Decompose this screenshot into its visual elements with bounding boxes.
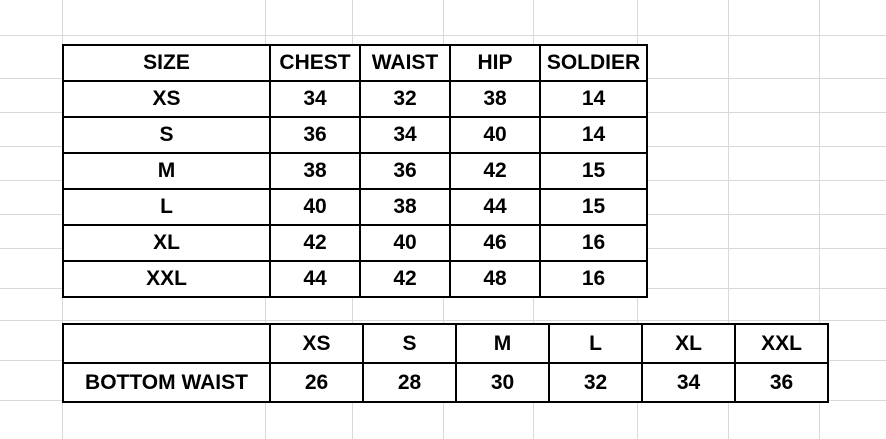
header-size-l: L [549,324,642,363]
cell-chest: 36 [270,117,360,153]
cell-hip: 42 [450,153,540,189]
bottom-waist-chart [62,323,829,403]
cell-soldier: 16 [540,225,647,261]
cell-hip: 44 [450,189,540,225]
header-waist: WAIST [360,45,450,81]
table-row [63,153,647,189]
cell-waist: 40 [360,225,450,261]
cell-soldier: 15 [540,189,647,225]
cell-size: L [63,189,270,225]
cell-soldier: 16 [540,261,647,297]
cell-size: M [63,153,270,189]
header-size-xxl: XXL [735,324,828,363]
header-size: SIZE [63,45,270,81]
cell-waist: 38 [360,189,450,225]
size-chart-table [62,44,648,298]
cell-bottom-waist-xxl: 36 [735,363,828,402]
header-blank [63,324,270,363]
row-label-bottom-waist: BOTTOM WAIST [63,363,270,402]
header-size-xs: XS [270,324,363,363]
bottom-waist-table [62,323,829,403]
cell-soldier: 14 [540,81,647,117]
cell-hip: 40 [450,117,540,153]
header-chest: CHEST [270,45,360,81]
table-row [63,189,647,225]
table-row [63,117,647,153]
cell-hip: 46 [450,225,540,261]
header-size-s: S [363,324,456,363]
size-chart [62,44,648,298]
header-size-m: M [456,324,549,363]
cell-chest: 34 [270,81,360,117]
cell-bottom-waist-m: 30 [456,363,549,402]
cell-soldier: 14 [540,117,647,153]
cell-chest: 44 [270,261,360,297]
table-row [63,363,828,402]
table-row [63,225,647,261]
table-header-row [63,45,647,81]
cell-size: XXL [63,261,270,297]
cell-chest: 40 [270,189,360,225]
cell-bottom-waist-l: 32 [549,363,642,402]
table-header-row [63,324,828,363]
cell-bottom-waist-xl: 34 [642,363,735,402]
cell-bottom-waist-xs: 26 [270,363,363,402]
table-row [63,81,647,117]
cell-waist: 34 [360,117,450,153]
cell-chest: 42 [270,225,360,261]
cell-hip: 48 [450,261,540,297]
header-soldier: SOLDIER [540,45,647,81]
cell-waist: 42 [360,261,450,297]
cell-waist: 32 [360,81,450,117]
cell-size: XL [63,225,270,261]
table-row [63,261,647,297]
header-hip: HIP [450,45,540,81]
cell-size: S [63,117,270,153]
cell-bottom-waist-s: 28 [363,363,456,402]
cell-waist: 36 [360,153,450,189]
header-size-xl: XL [642,324,735,363]
cell-hip: 38 [450,81,540,117]
cell-size: XS [63,81,270,117]
cell-soldier: 15 [540,153,647,189]
cell-chest: 38 [270,153,360,189]
